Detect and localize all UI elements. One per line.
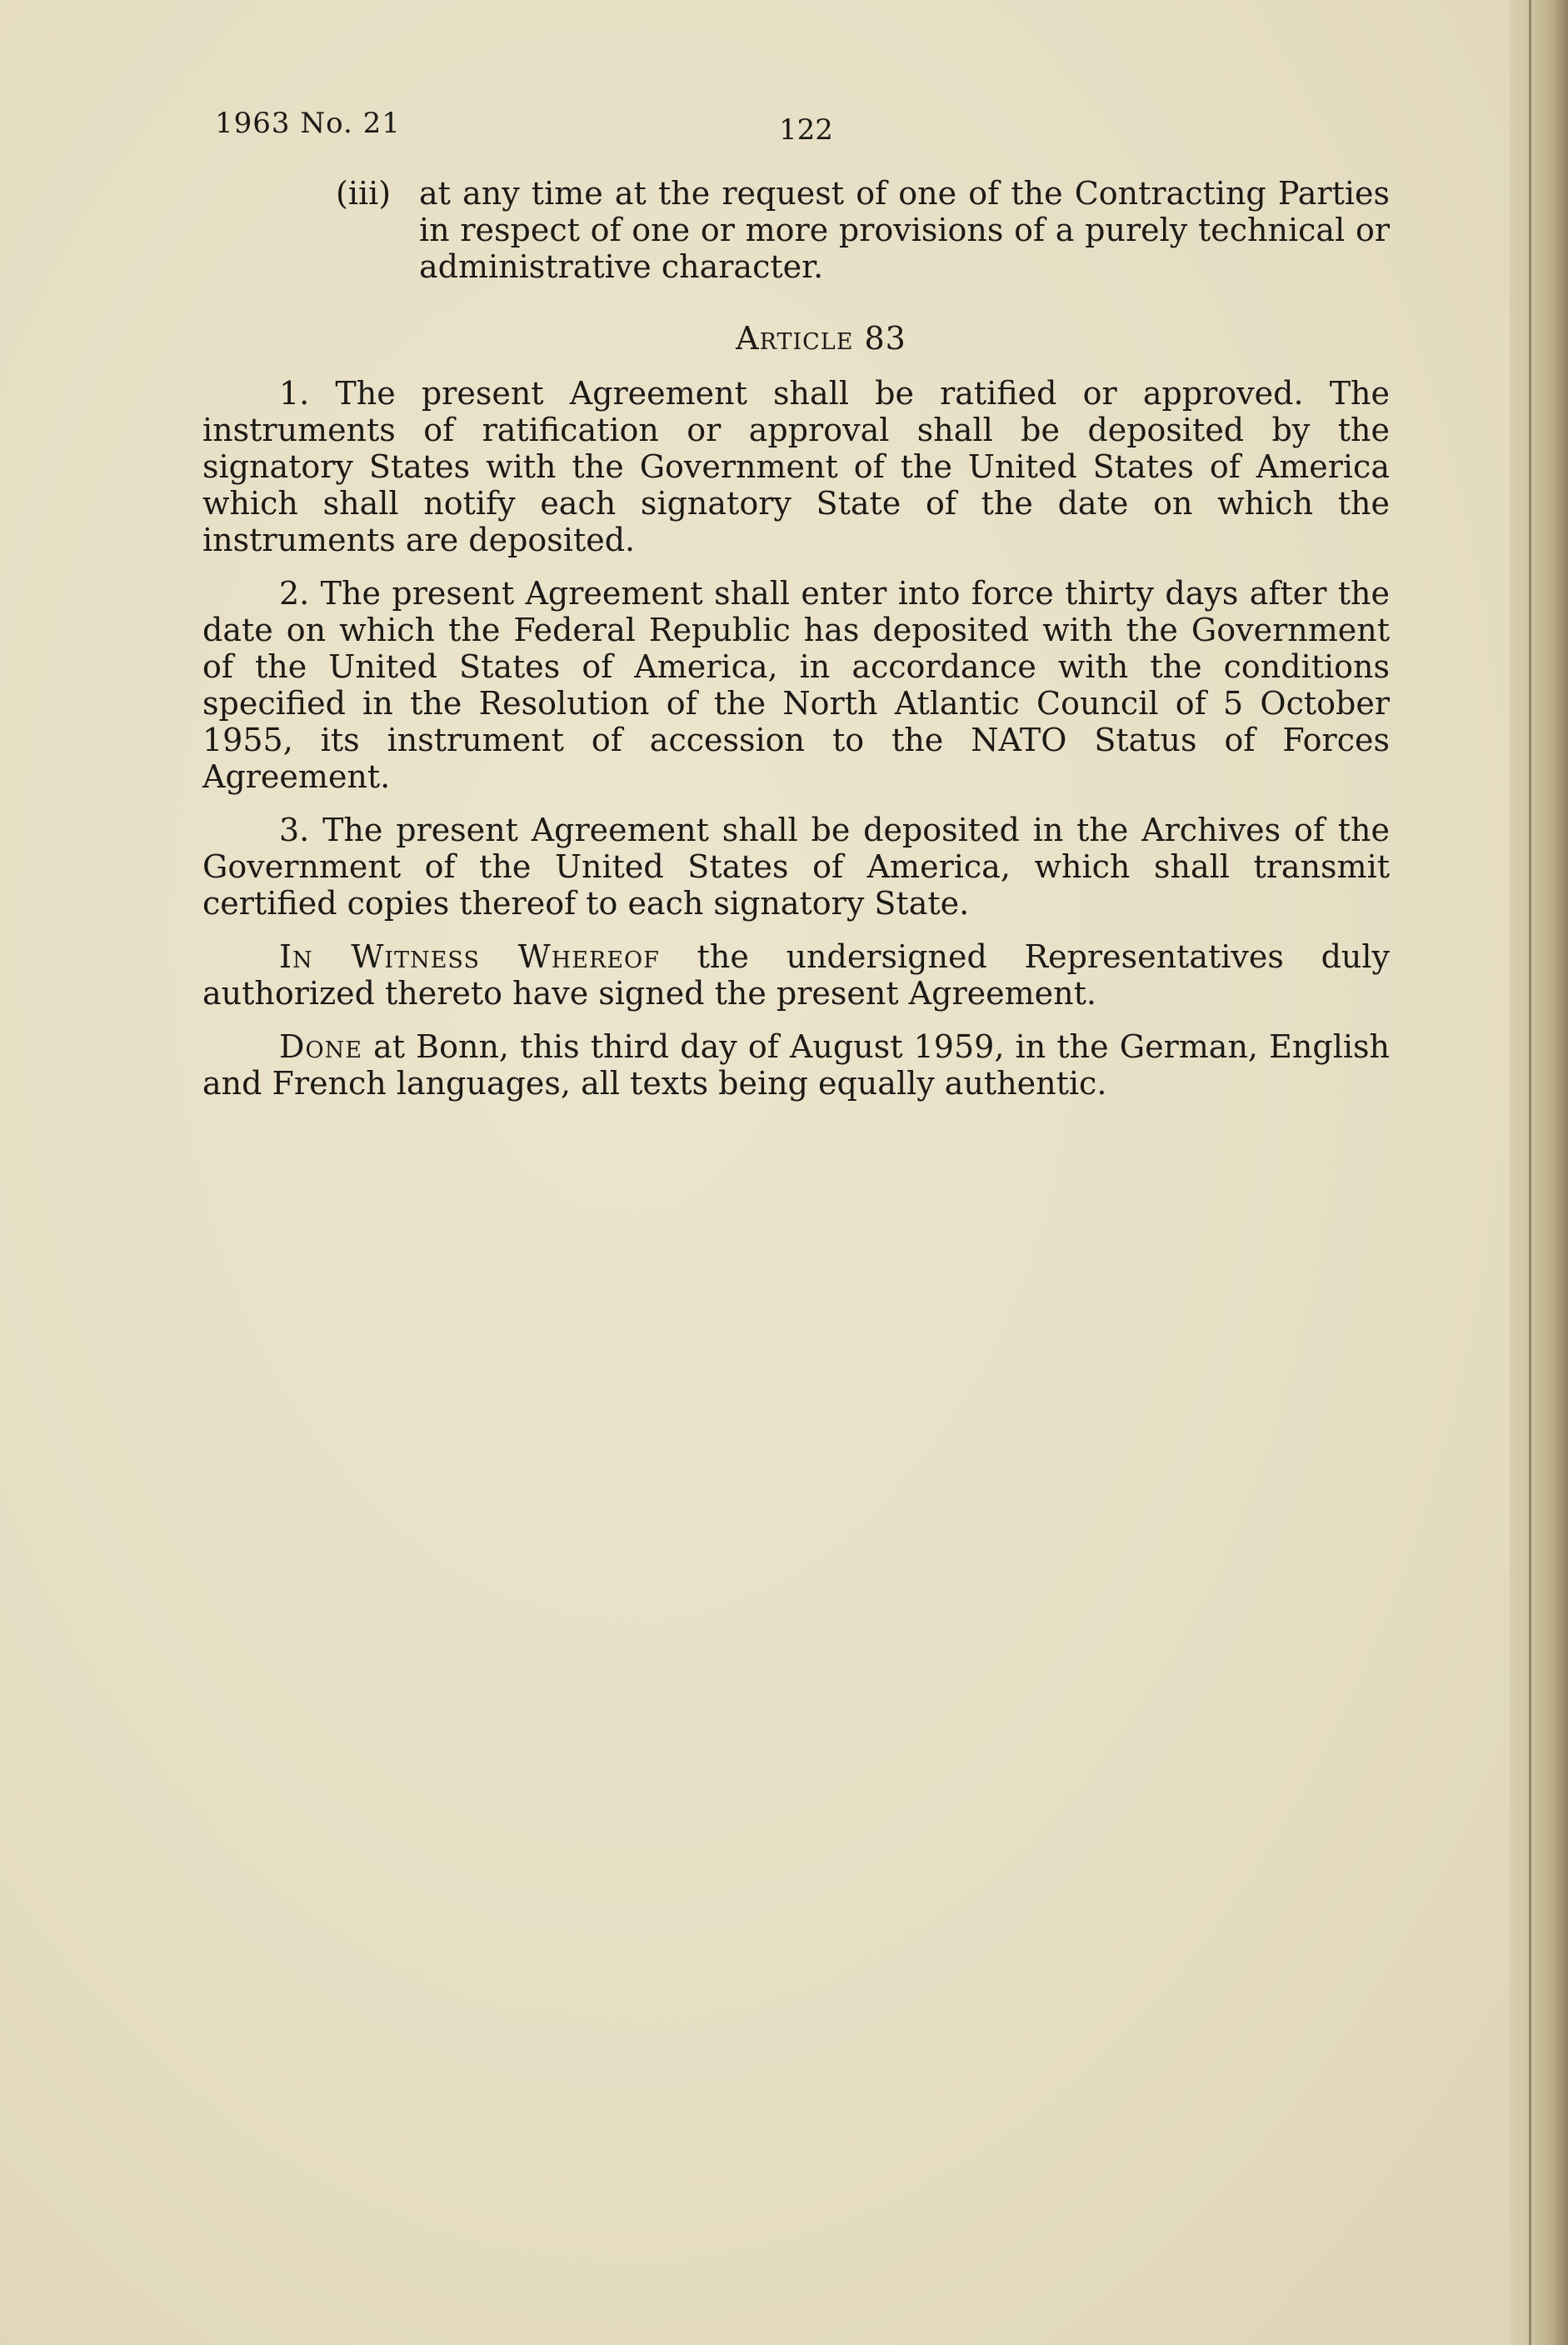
paragraph-1: 1. The present Agreement shall be ratified or approved. The instruments of ratification or approval shall be deposited by the signatory States with the Government of the United States of America which shall notify each signatory State of the date on which the instruments are deposited. (202, 375, 1390, 558)
witness-text: the undersigned Representatives duly authorized thereto have signed the present Agreement. (202, 938, 1390, 1012)
page-number: 122 (779, 113, 833, 147)
paragraph-2: 2. The present Agreement shall enter into force thirty days after the date on which the Federal Republic has deposited with the Government of the United States of America, in accordance with the conditions specified in the Resolution of the North Atlantic Council of 5 October 1955, its instrument of accession to the NATO Status of Forces Agreement. (202, 575, 1390, 795)
done-lead: Done (279, 1028, 362, 1065)
done-paragraph (202, 1028, 1390, 1102)
book-spine (1510, 0, 1568, 2345)
list-item-iii (336, 175, 1390, 285)
page-header (215, 107, 1381, 148)
page-content (202, 175, 1390, 1118)
spine-edge (1529, 0, 1531, 2345)
list-item-label: (iii) (336, 175, 392, 212)
list-item-text: at any time at the request of one of the Contracting Parties in respect of one or more provisions of a purely technical or administrative character. (419, 175, 1390, 285)
article-heading: Article 83 (736, 320, 906, 357)
witness-lead: In Witness Whereof (279, 938, 660, 975)
paragraph-3: 3. The present Agreement shall be deposited in the Archives of the Government of the United States of America, which shall transmit certified copies thereof to each signatory State. (202, 812, 1390, 922)
year-number: 1963 No. 21 (215, 107, 401, 140)
done-text: at Bonn, this third day of August 1959, in the German, English and French languages, all texts being equally authentic. (202, 1028, 1390, 1102)
witness-paragraph (202, 938, 1390, 1012)
